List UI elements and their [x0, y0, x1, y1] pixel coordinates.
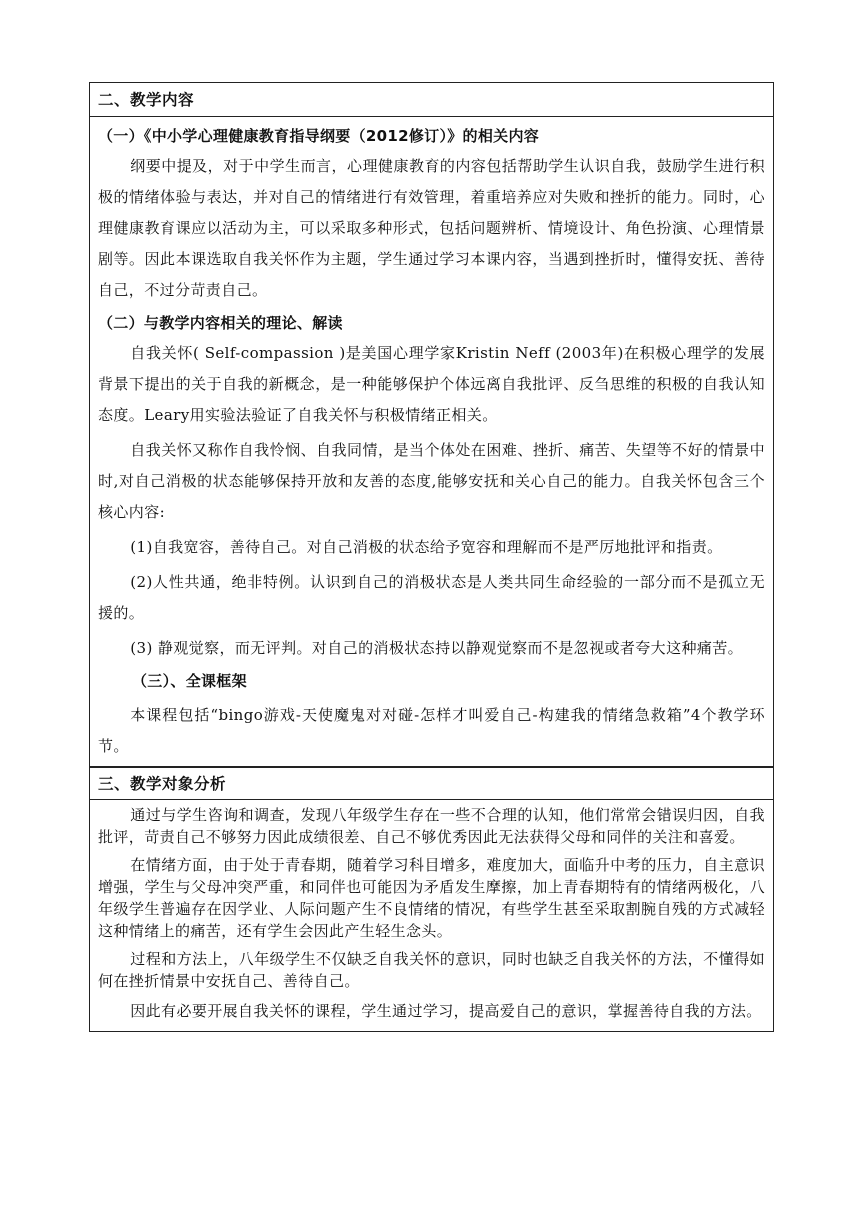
core-item-2: (2)人性共通，绝非特例。认识到自己的消极状态是人类共同生命经验的一部分而不是孤立无援的。 [98, 573, 765, 622]
part2-paragraph-1: 自我关怀( Self-compassion )是美国心理学家Kristin Neff (2003年)在积极心理学的发展背景下提出的关于自我的新概念，是一种能够保护个体远离自我批评、反刍思维的积极的自我认知态度。Leary用实验法验证了自我关怀与积极情绪正相关。 [98, 344, 765, 424]
core-item-1: (1)自我宽容，善待自己。对自己消极的状态给予宽容和理解而不是严厉地批评和指责。 [130, 538, 723, 556]
part3-paragraph: 本课程包括“bingo游戏-天使魔鬼对对碰-怎样才叫爱自己-构建我的情绪急救箱”4个教学环节。 [98, 706, 765, 755]
section-heading-teaching-content: 二、教学内容 [90, 83, 773, 117]
part3-title: （三）、全课框架 [132, 672, 247, 690]
teaching-content-cell [90, 117, 773, 767]
core-item-3: (3) 静观觉察，而无评判。对自己的消极状态持以静观觉察而不是忽视或者夸大这种痛苦。 [130, 639, 744, 657]
analysis-paragraph-4: 因此有必要开展自我关怀的课程，学生通过学习，提高爱自己的意识，掌握善待自我的方法。 [130, 1002, 762, 1020]
part1-paragraph: 纲要中提及，对于中学生而言，心理健康教育的内容包括帮助学生认识自我，鼓励学生进行积极的情绪体验与表达，并对自己的情绪进行有效管理，着重培养应对失败和挫折的能力。同时，心理健康教育课应以活动为主，可以采取多种形式，包括问题辨析、情境设计、角色扮演、心理情景剧等。因此本课选取自我关怀作为主题，学生通过学习本课内容，当遇到挫折时，懂得安抚、善待自己，不过分苛责自己。 [98, 157, 765, 299]
analysis-paragraph-3: 过程和方法上，八年级学生不仅缺乏自我关怀的意识，同时也缺乏自我关怀的方法，不懂得如何在挫折情景中安抚自己、善待自己。 [98, 950, 765, 990]
student-analysis-cell [90, 800, 773, 1031]
section-heading-student-analysis: 三、教学对象分析 [90, 767, 773, 800]
part1-title: （一）《中小学心理健康教育指导纲要（2012修订）》的相关内容 [98, 127, 540, 145]
part2-paragraph-2: 自我关怀又称作自我怜悯、自我同情，是当个体处在困难、挫折、痛苦、失望等不好的情景中时,对自己消极的状态能够保持开放和友善的态度,能够安抚和关心自己的能力。自我关怀包含三个核心内容: [98, 441, 765, 521]
analysis-paragraph-1: 通过与学生咨询和调查，发现八年级学生存在一些不合理的认知，他们常常会错误归因，自我批评，苛责自己不够努力因此成绩很差、自己不够优秀因此无法获得父母和同伴的关注和喜爱。 [98, 806, 765, 846]
analysis-paragraph-2: 在情绪方面，由于处于青春期，随着学习科目增多，难度加大，面临升中考的压力，自主意识增强，学生与父母冲突严重，和同伴也可能因为矛盾发生摩擦，加上青春期特有的情绪两极化，八年级学生普遍存在因学业、人际问题产生不良情绪的情况，有些学生甚至采取割腕自残的方式减轻这种情绪上的痛苦，还有学生会因此产生轻生念头。 [98, 856, 765, 940]
lesson-plan-table [89, 82, 774, 1032]
part2-title: （二）与教学内容相关的理论、解读 [98, 314, 343, 332]
